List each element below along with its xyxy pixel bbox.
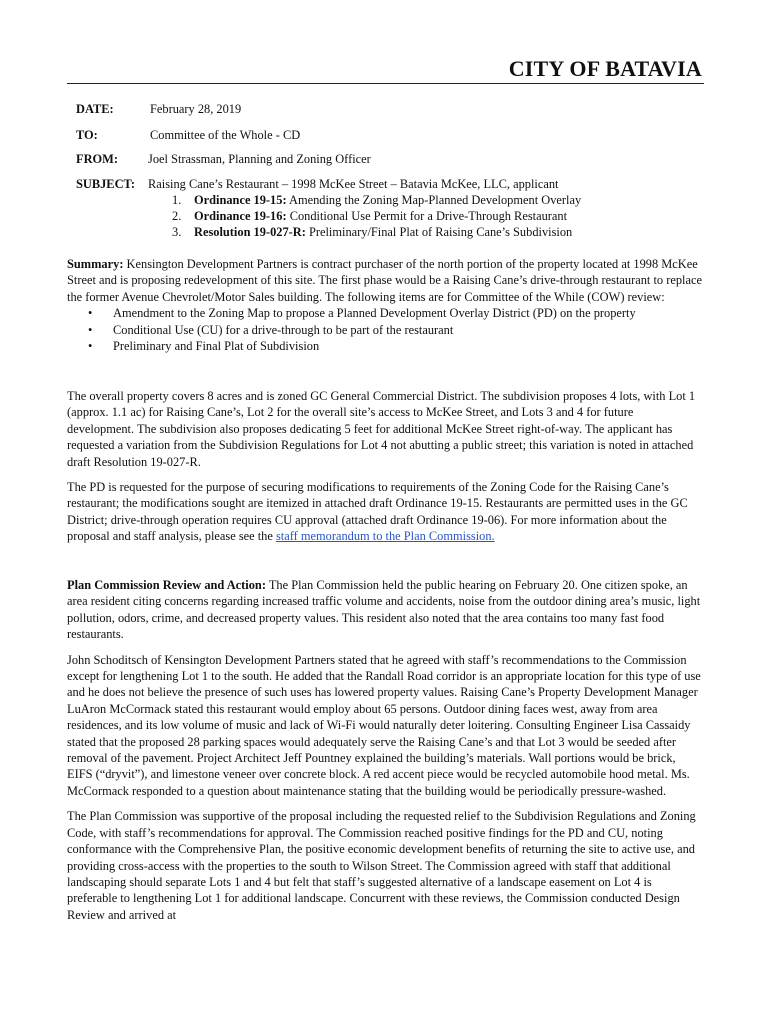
plan-commission-section xyxy=(67,577,703,932)
supportive-paragraph: The Plan Commission was supportive of the proposal including the requested relief to the Subdivision Regulations and Zoning Code, with staff’s recommendations for approval. The Commission reached positive findings for the PD and CU, noting conformance with the Comprehensive Plan, the positive economic development benefits of returning the site to active use, and providing cross-access with the properties to the south to Wilson Street. The Commission agreed with staff that additional landscaping should separate Lots 1 and 4 but felt that staff’s suggested alternative of a landscape easement on Lot 4 is preferable to lengthening Lot 1 for additional landscape. Concurrent with these reviews, the Commission conducted Design Review and arrived at xyxy=(67,809,696,922)
staff-memorandum-link[interactable]: staff memorandum to the Plan Commission. xyxy=(275,529,495,544)
property-paragraph: The overall property covers 8 acres and is zoned GC General Commercial District. The subdivision proposes 4 lots, with Lot 1 (approx. 1.1 ac) for Raising Cane’s, Lot 2 for the overall site’s access to McKee Street, and Lots 3 and 4 for future development. The subdivision also proposes dedicating 5 feet for additional McKee Street right-of-way. The applicant has requested a variation from the Subdivision Regulations for Lot 4 not abutting a public street; this variation is noted in attached draft Resolution 19-027-R. xyxy=(67,389,696,469)
summary-bullet xyxy=(67,338,703,354)
summary-bullet-text: Amendment to the Zoning Map to propose a Planned Development Overlay District (PD) on the property xyxy=(113,306,636,321)
subject-item-text xyxy=(194,224,572,240)
from-label: FROM: xyxy=(76,152,118,166)
plan-commission-paragraph xyxy=(67,577,703,643)
subject-item-text xyxy=(194,208,567,224)
title-divider xyxy=(67,83,704,84)
subject-item-number: 2. xyxy=(172,209,182,224)
subject-item-text xyxy=(194,192,581,208)
bullet-icon: • xyxy=(88,306,93,321)
subject-item-description: Amending the Zoning Map-Planned Development Overlay xyxy=(286,193,582,207)
summary-bullet-list xyxy=(67,305,703,354)
page-title: CITY OF BATAVIA xyxy=(508,56,702,81)
subject-label: SUBJECT: xyxy=(76,177,135,191)
property-section xyxy=(67,388,703,554)
subject-item-description: Conditional Use Permit for a Drive-Through Restaurant xyxy=(286,209,568,224)
summary-section xyxy=(67,256,703,354)
date-value: February 28, 2019 xyxy=(150,102,242,116)
summary-bullet-text: Preliminary and Final Plat of Subdivision xyxy=(113,339,320,354)
subject-item-number: 3. xyxy=(172,225,182,240)
date-label: DATE: xyxy=(76,102,114,116)
bullet-icon: • xyxy=(88,339,93,354)
subject-item-number: 1. xyxy=(172,193,182,207)
summary-text: Kensington Development Partners is contract purchaser of the north portion of the property located at 1998 McKee Street and is proposing redevelopment of this site. The first phase would be a Raising Cane’s drive-through restaurant to replace the former Avenue Chevrolet/Motor Sales building. The following items are for Committee of the While (COW) review: xyxy=(67,257,702,304)
summary-bullet xyxy=(67,305,703,321)
subject-item-title: Ordinance 19-15: xyxy=(194,193,287,207)
summary-bullet xyxy=(67,322,703,338)
schoditsch-paragraph: John Schoditsch of Kensington Development Partners stated that he agreed with staff’s recommendations to the Commission except for lengthening Lot 1 to the south. He added that the Randall Road corridor is an appropriate location for this type of use and he does not believe the presence of such uses has lowered property values. Raising Cane’s Property Development Manager LuAron McCormack stated this restaurant would employ about 65 persons. Outdoor dining faces west, away from area residences, and its low volume of music and lack of Wi-Fi would naturally deter loitering. Consulting Engineer Lisa Cassaidy stated that the proposed 28 parking spaces would adequately serve the Raising Cane’s and that Lot 3 would be seeded after removal of the pavement. Project Architect Jeff Pountney explained the building’s materials. Wall portions would be brick, EIFS (“dryvit”), and limestone veneer over concrete block. A red accent piece would be recycled automobile hood metal. Ms. McCormack responded to a question about maintenance stating that the building would be periodically pressure-washed. xyxy=(67,652,701,798)
subject-value: Raising Cane’s Restaurant – 1998 McKee Street – Batavia McKee, LLC, applicant xyxy=(148,177,559,191)
from-value: Joel Strassman, Planning and Zoning Officer xyxy=(148,152,371,166)
pd-text: The PD is requested for the purpose of securing modifications to requirements of the Zoning Code for the Raising Cane’s restaurant; the modifications sought are itemized in attached draft Ordinance 19-15. Restaurants are permitted uses in the GC District; drive-through operation requires CU approval (attached draft Ordinance 19-06). For more information about the proposal and staff analysis, please see the xyxy=(67,480,688,544)
pd-paragraph xyxy=(67,479,703,545)
plan-commission-text: The Plan Commission held the public hearing on February 20. One citizen spoke, an area resident citing concerns regarding increased traffic volume and accidents, noise from the outdoor dining area’s music, light pollution, odors, crime, and decreased property values. This resident also noted that the area contains too many fast food restaurants. xyxy=(67,578,701,642)
plan-commission-label: Plan Commission Review and Action: xyxy=(67,578,266,592)
bullet-icon: • xyxy=(88,322,93,337)
summary-paragraph xyxy=(67,256,703,305)
to-value: Committee of the Whole - CD xyxy=(150,128,301,142)
to-label: TO: xyxy=(76,128,98,142)
subject-item-title: Resolution 19-027-R: xyxy=(194,225,306,240)
summary-label: Summary: xyxy=(67,257,124,271)
subject-item-title: Ordinance 19-16: xyxy=(194,209,287,224)
subject-item-description: Preliminary/Final Plat of Raising Cane’s Subdivision xyxy=(305,225,573,240)
summary-bullet-text: Conditional Use (CU) for a drive-through to be part of the restaurant xyxy=(113,322,454,337)
